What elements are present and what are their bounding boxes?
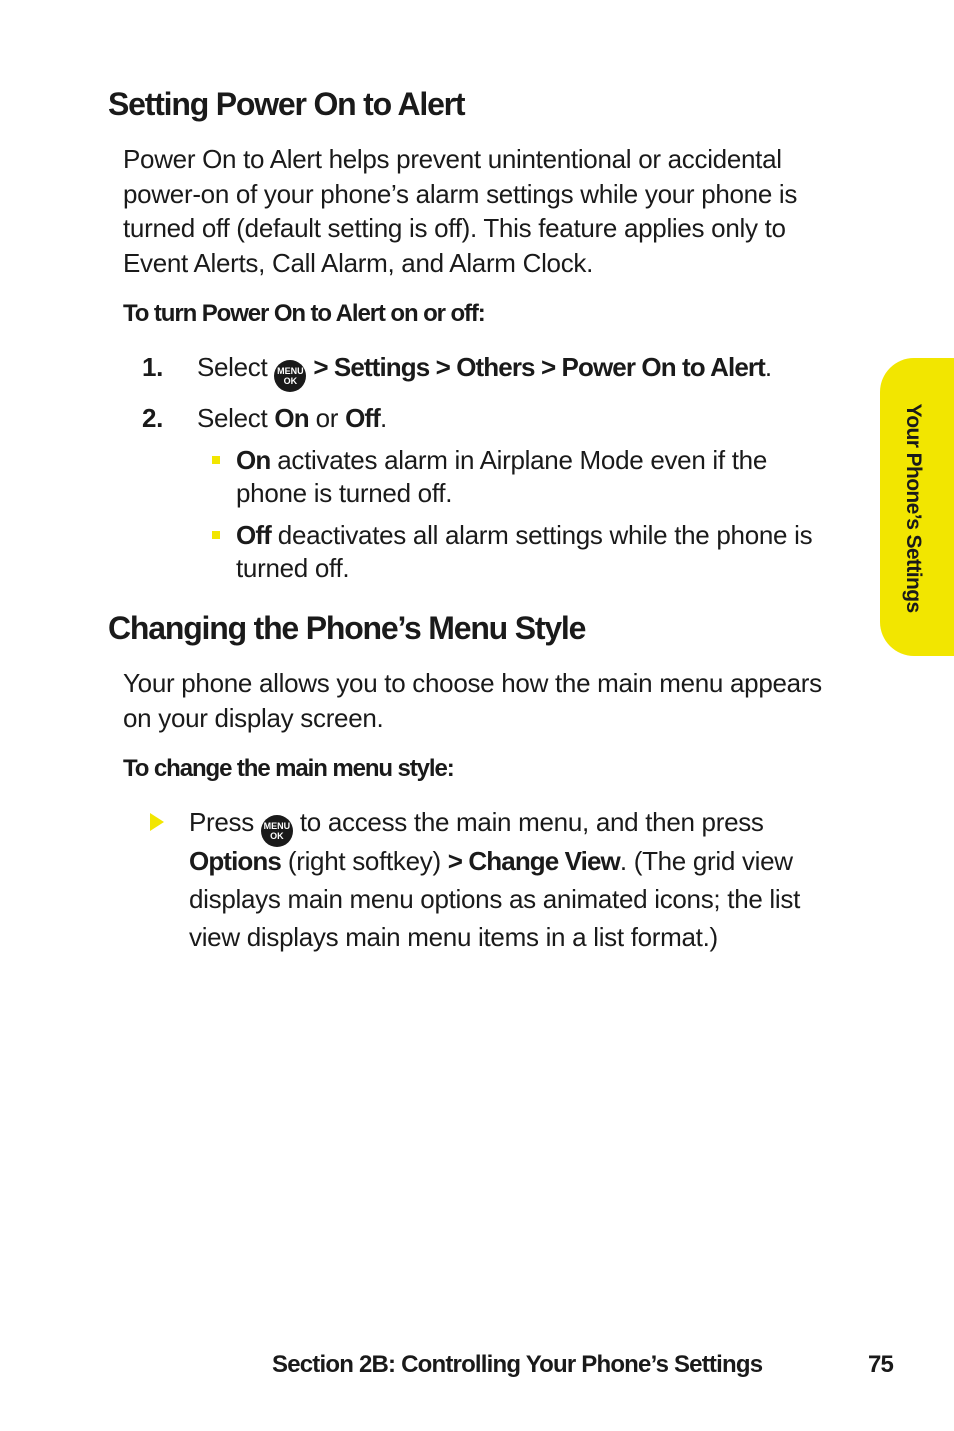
step-line-3: displays main menu options as animated icons; the list <box>189 884 801 914</box>
step-2 <box>142 401 387 435</box>
intro-paragraph-menu-style <box>123 666 822 735</box>
arrow-bullet-icon <box>150 813 164 831</box>
bullet-on-line1 <box>236 443 767 477</box>
step-select-text: Select <box>196 403 268 433</box>
step-line-4: view displays main menu items in a list format.) <box>189 922 718 952</box>
side-tab-label: Your Phone’s Settings <box>902 403 925 613</box>
step-line-1 <box>189 805 764 847</box>
period: . <box>764 352 772 382</box>
or-text: or <box>315 403 339 433</box>
intro-line: on your display screen. <box>123 702 384 733</box>
step-1 <box>142 350 772 392</box>
section-title-power-on-alert: Setting Power On to Alert <box>108 86 465 122</box>
bullet-term-off: Off <box>236 520 271 550</box>
section-title-menu-style: Changing the Phone’s Menu Style <box>108 610 586 646</box>
menu-path: > Settings > Others > Power On to Alert <box>313 352 765 382</box>
bullet-term-on: On <box>236 445 271 475</box>
step-number: 1. <box>142 352 164 382</box>
menu-ok-key-icon: MENU OK <box>261 815 293 847</box>
subhead-change-menu-style: To change the main menu style: <box>123 755 454 782</box>
step-number: 2. <box>142 403 164 433</box>
bullet-text: deactivates all alarm settings while the phone is <box>277 520 813 550</box>
bullet-square-icon <box>212 456 220 464</box>
page-number: 75 <box>868 1351 894 1378</box>
softkey-text: (right softkey) <box>287 846 441 876</box>
intro-line: turned off (default setting is off). This feature applies only to <box>123 213 786 243</box>
step-line-2 <box>189 844 793 878</box>
period: . <box>379 403 387 433</box>
footer-section-label: Section 2B: Controlling Your Phone’s Settings <box>272 1351 763 1378</box>
menu-ok-key-icon: MENU OK <box>274 360 306 392</box>
option-off: Off <box>345 403 380 433</box>
bullet-off-line1 <box>236 518 812 552</box>
bullet-text: activates alarm in Airplane Mode even if the <box>277 445 767 475</box>
intro-line: Your phone allows you to choose how the main menu appears <box>123 668 822 698</box>
intro-line: power-on of your phone’s alarm settings while your phone is <box>123 178 798 209</box>
option-on: On <box>274 403 309 433</box>
intro-line: Event Alerts, Call Alarm, and Alarm Clock. <box>123 247 594 278</box>
step-select-text: Select <box>196 352 268 382</box>
options-softkey: Options <box>189 846 281 876</box>
subhead-turn-power-on: To turn Power On to Alert on or off: <box>123 300 485 327</box>
press-text: Press <box>189 807 254 837</box>
intro-line: Power On to Alert helps prevent unintentional or accidental <box>123 144 782 174</box>
bullet-off-line2: turned off. <box>236 553 350 583</box>
change-view-option: > Change View <box>447 846 620 876</box>
bullet-on-line2: phone is turned off. <box>236 478 453 508</box>
bullet-square-icon <box>212 531 220 539</box>
step-text: . (The grid view <box>619 846 793 876</box>
step-text: to access the main menu, and then press <box>299 807 764 837</box>
intro-paragraph-power-on <box>123 142 797 280</box>
